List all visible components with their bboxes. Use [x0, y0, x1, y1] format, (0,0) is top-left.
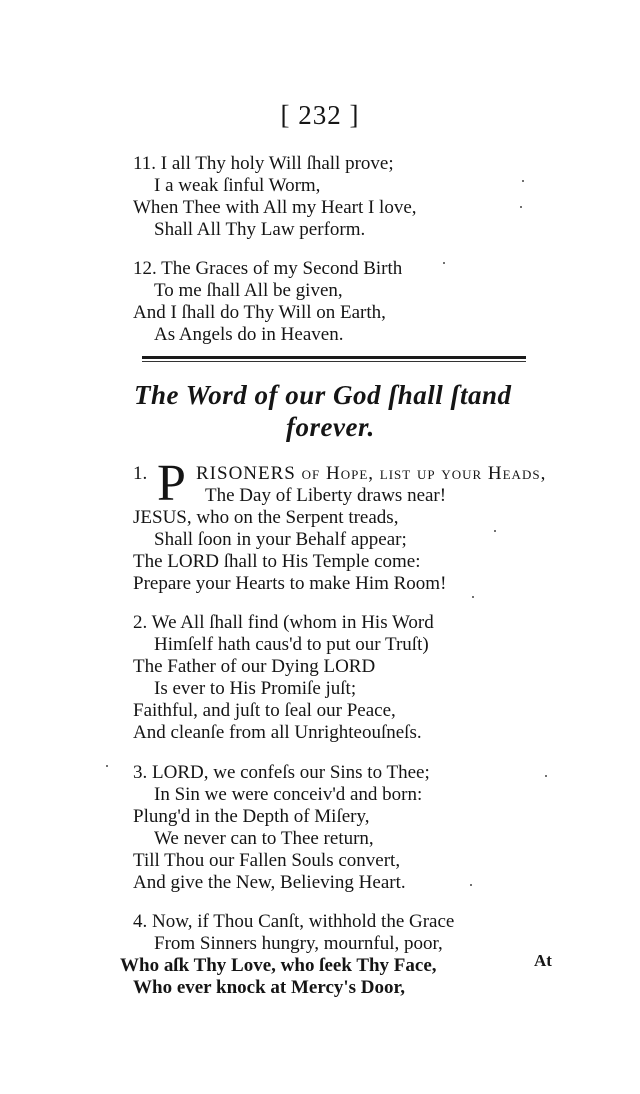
section-divider — [142, 356, 526, 359]
verse-line: Shall All Thy Law perform. — [154, 219, 366, 240]
verse-line: 11. I all Thy holy Will ſhall prove; — [133, 153, 394, 174]
hymn-title-continued: forever. — [286, 412, 375, 442]
verse-line: The LORD ſhall to His Temple come: — [133, 551, 421, 572]
verse-line: From Sinners hungry, mournful, poor, — [154, 933, 443, 954]
verse-line: JESUS, who on the Serpent treads, — [133, 507, 399, 528]
scan-speck — [443, 262, 445, 264]
verse-line: To me ſhall All be given, — [154, 280, 343, 301]
verse-line: The Day of Liberty draws near! — [205, 485, 447, 506]
verse-line: We never can to Thee return, — [154, 828, 374, 849]
verse-line: Shall ſoon in your Behalf appear; — [154, 529, 407, 550]
verse-line: Is ever to His Promiſe juſt; — [154, 678, 357, 699]
verse-line: 3. LORD, we confeſs our Sins to Thee; — [133, 762, 430, 783]
scan-speck — [545, 775, 547, 777]
scan-speck — [494, 530, 496, 532]
verse-line: Prepare your Hearts to make Him Room! — [133, 573, 447, 594]
verse-line: Who aſk Thy Love, who ſeek Thy Face, — [120, 955, 437, 976]
scan-speck — [522, 180, 524, 182]
verse-line: RISONERS of Hope, liſt up your Heads, — [196, 463, 547, 484]
verse-line: Who ever knock at Mercy's Door, — [133, 977, 405, 998]
verse-line: 12. The Graces of my Second Birth — [133, 258, 403, 279]
verse-line: In Sin we were conceiv'd and born: — [154, 784, 423, 805]
verse-line: Faithful, and juſt to ſeal our Peace, — [133, 700, 396, 721]
scan-speck — [472, 596, 474, 598]
catchword: At — [534, 951, 552, 970]
verse-line: Himſelf hath caus'd to put our Truſt) — [154, 634, 429, 655]
verse-line: The Father of our Dying LORD — [133, 656, 376, 677]
verse-line: And I ſhall do Thy Will on Earth, — [133, 302, 386, 323]
scan-speck — [470, 884, 472, 886]
verse-line: And give the New, Believing Heart. — [133, 872, 406, 893]
verse-line: Till Thou our Fallen Souls convert, — [133, 850, 401, 871]
drop-capital: P — [157, 455, 186, 512]
verse-line: Plung'd in the Depth of Miſery, — [133, 806, 370, 827]
scan-speck — [520, 206, 522, 208]
verse-line: I a weak ſinful Worm, — [154, 175, 321, 196]
page-number: [ 232 ] — [280, 100, 360, 130]
verse-line: When Thee with All my Heart I love, — [133, 197, 417, 218]
hymn-title: The Word of our God ſhall ſtand — [134, 380, 512, 410]
scan-speck — [106, 765, 108, 767]
verse-line: 4. Now, if Thou Canſt, withhold the Grace — [133, 911, 455, 932]
verse-line: As Angels do in Heaven. — [154, 324, 344, 345]
verse-line: And cleanſe from all Unrighteouſneſs. — [133, 722, 422, 743]
verse-line: 2. We All ſhall find (whom in His Word — [133, 612, 434, 633]
stanza-number: 1. — [133, 463, 148, 484]
